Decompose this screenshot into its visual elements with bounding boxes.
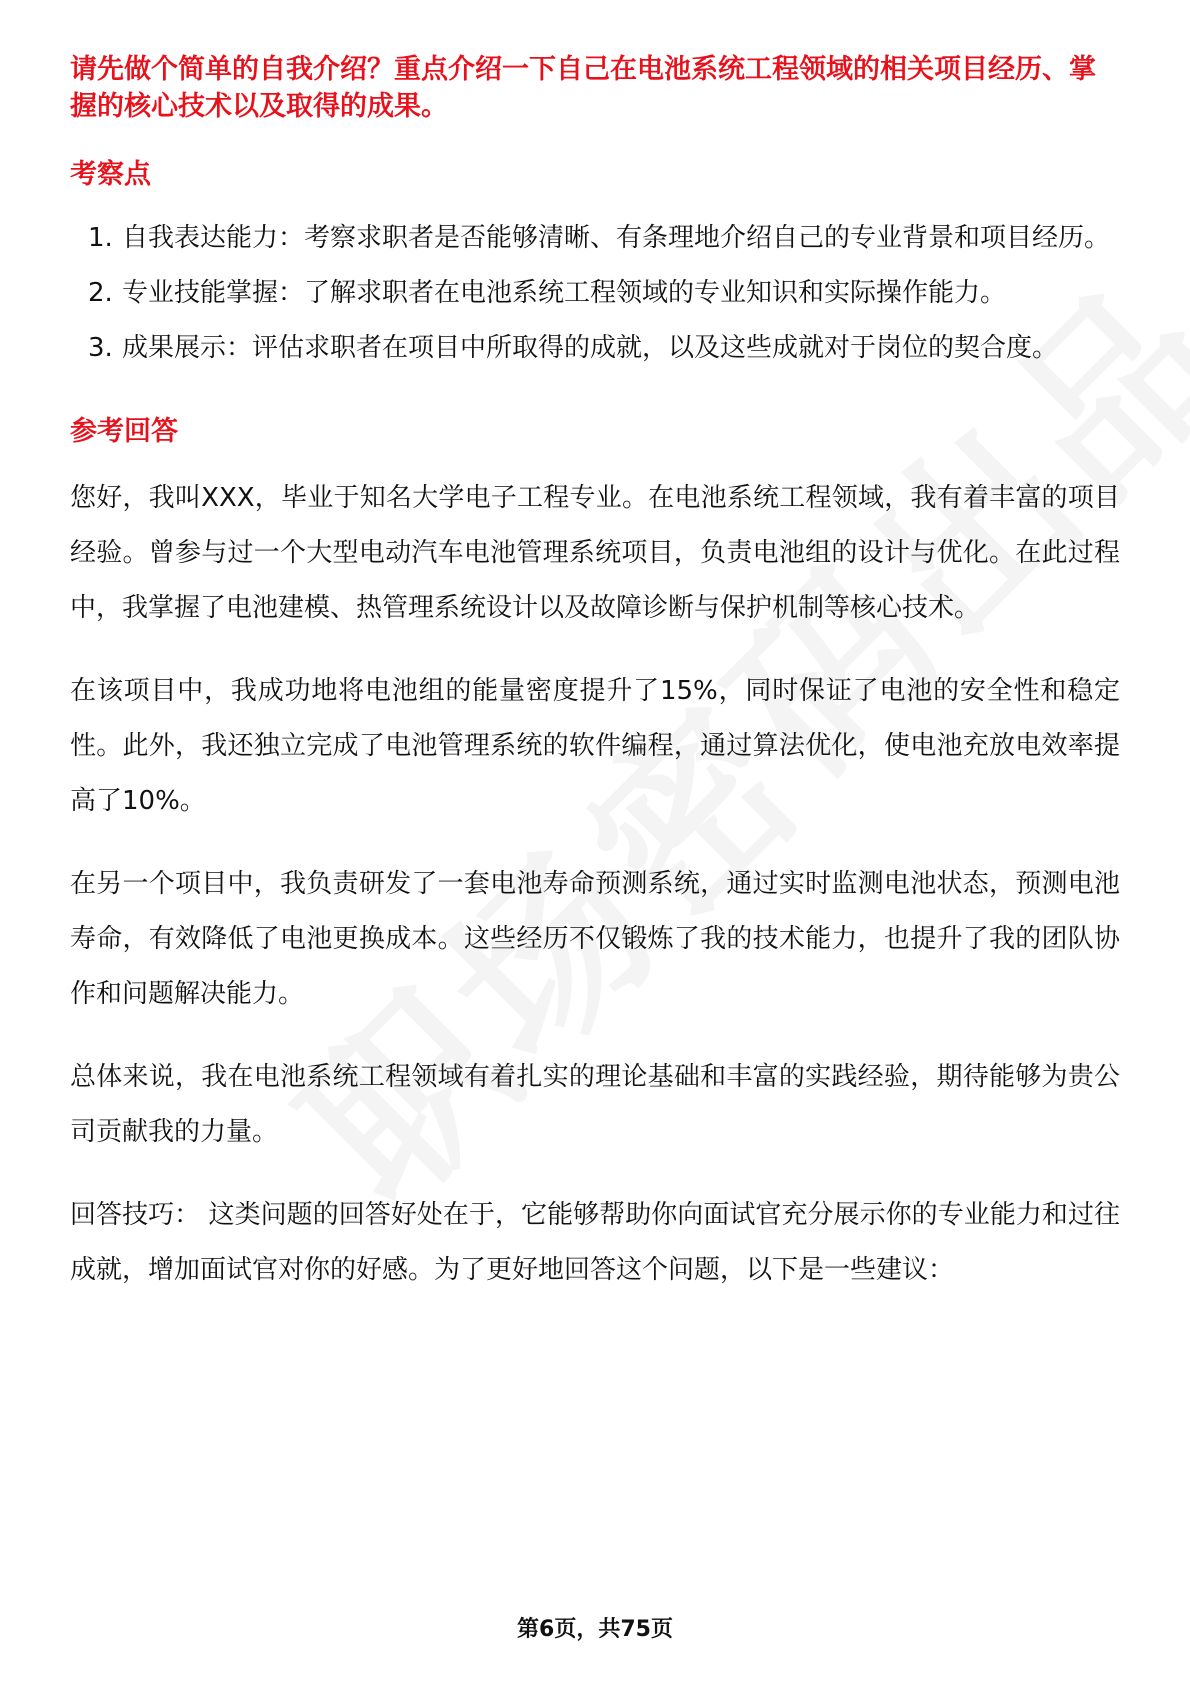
question-title: 请先做个简单的自我介绍？重点介绍一下自己在电池系统工程领域的相关项目经历、掌握的核心技术以及取得的成果。 (70, 54, 1096, 122)
answer-paragraph: 在另一个项目中，我负责研发了一套电池寿命预测系统，通过实时监测电池状态，预测电池寿命，有效降低了电池更换成本。这些经历不仅锻炼了我的技术能力，也提升了我的团队协作和问题解决能力。 (70, 868, 1120, 1009)
section-heading-reference-answer: 参考回答 (70, 415, 178, 447)
list-item-text: 专业技能掌握：了解求职者在电池系统工程领域的专业知识和实际操作能力。 (122, 277, 1007, 308)
answer-paragraph: 在该项目中，我成功地将电池组的能量密度提升了15%，同时保证了电池的安全性和稳定性。此外，我还独立完成了电池管理系统的软件编程，通过算法优化，使电池充放电效率提高了10%。 (70, 675, 1120, 816)
list-item-number: 2. (88, 277, 113, 308)
section-heading-examination-points: 考察点 (70, 159, 151, 191)
list-item-number: 1. (88, 222, 113, 253)
list-item-number: 3. (88, 332, 113, 363)
list-item-text: 成果展示：评估求职者在项目中所取得的成就，以及这些成就对于岗位的契合度。 (122, 332, 1059, 363)
answer-tips-paragraph: 回答技巧： 这类问题的回答好处在于，它能够帮助你向面试官充分展示你的专业能力和过往成就，增加面试官对你的好感。为了更好地回答这个问题，以下是一些建议： (70, 1199, 1120, 1285)
list-item-text: 自我表达能力：考察求职者是否能够清晰、有条理地介绍自己的专业背景和项目经历。 (122, 222, 1111, 253)
examination-points-list (70, 211, 1120, 376)
page-content (70, 52, 1120, 1298)
list-item (70, 266, 1120, 321)
list-item (70, 321, 1120, 376)
answer-paragraph: 总体来说，我在电池系统工程领域有着扎实的理论基础和丰富的实践经验，期待能够为贵公司贡献我的力量。 (70, 1061, 1120, 1147)
answer-paragraph: 您好，我叫XXX，毕业于知名大学电子工程专业。在电池系统工程领域，我有着丰富的项目经验。曾参与过一个大型电动汽车电池管理系统项目，负责电池组的设计与优化。在此过程中，我掌握了电池建模、热管理系统设计以及故障诊断与保护机制等核心技术。 (70, 482, 1120, 623)
list-item (70, 211, 1120, 266)
page-number-footer: 第6页，共75页 (517, 1617, 673, 1642)
